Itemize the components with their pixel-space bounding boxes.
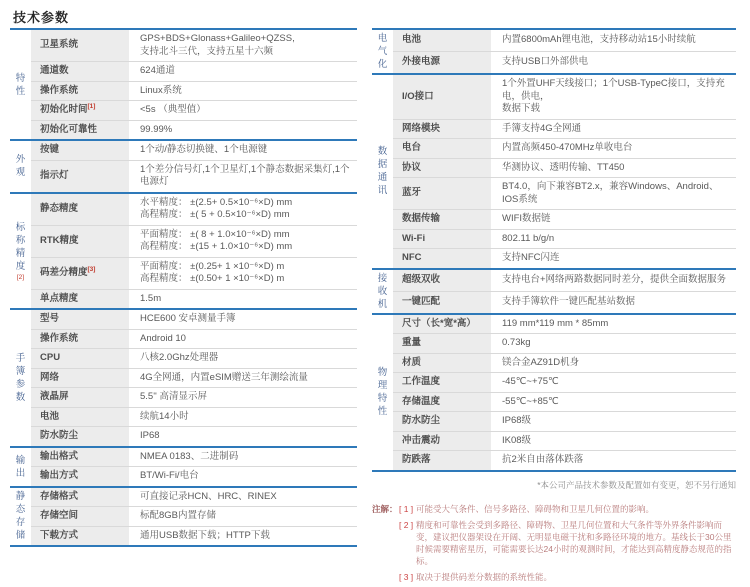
row-value [129,388,357,408]
category-footnote-marker: [2] [16,273,25,281]
row-value [129,368,357,388]
spec-row [10,29,357,62]
spec-section [10,447,357,487]
row-value [129,62,357,82]
spec-row [372,334,736,354]
row-label: 卫星系统 [31,29,129,62]
row-value [129,309,357,329]
row-value [491,412,736,432]
row-value [491,269,736,292]
value-line: -45℃~+75℃ [502,376,559,387]
value-line: 支持手簿软件一键匹配基站数据 [502,295,636,307]
category-label: 接收机 [377,272,388,310]
category-cell [10,140,31,193]
row-value [129,507,357,527]
value-line: 支持NFC闪连 [502,252,560,263]
row-label: 操作系统 [31,329,129,349]
value-line: 高程精度： ±(0.50+ 1 ×10⁻⁶×D) m [140,273,285,284]
row-value [491,119,736,139]
row-value [129,407,357,427]
row-value [491,210,736,230]
category-cell [372,314,393,471]
row-label: 通道数 [31,62,129,82]
row-label: RTK精度 [31,225,129,257]
row-label: 初始化时间[1] [31,101,129,121]
spec-table [372,28,736,472]
value-line: 支持USB口外部供电 [502,56,589,68]
category-cell [10,447,31,487]
row-value [491,353,736,373]
footnote-marker: [ 1 ] [399,503,414,514]
spec-row [10,193,357,226]
value-line: 1个动/静态切换键、1个电源键 [140,144,268,155]
row-value [129,225,357,257]
value-line: 0.73kg [502,337,531,348]
spec-table-right [372,28,736,472]
row-value [129,101,357,121]
category-cell [10,487,31,547]
category-cell [372,269,393,314]
row-label: CPU [31,349,129,369]
spec-row [10,160,357,193]
spec-section [10,29,357,140]
value-line: 华测协议、透明传输、TT450 [502,161,625,173]
row-value [491,291,736,314]
category-cell [10,29,31,140]
spec-row [10,257,357,289]
footnote-marker: [ 3 ] [399,571,414,582]
spec-row [10,289,357,309]
category-cell [372,29,393,74]
value-line: BT/Wi-Fi/电台 [140,470,199,481]
row-label: 电台 [393,139,491,159]
row-value [129,160,357,193]
category-cell [10,193,31,310]
value-line: 支持北斗三代，支持五星十六频 [140,45,274,57]
spec-row [372,249,736,269]
row-value [491,392,736,412]
row-label: 存储温度 [393,392,491,412]
spec-section [372,314,736,471]
spec-table [10,28,357,547]
label-footnote-marker: [3] [87,265,96,273]
spec-row [372,52,736,75]
spec-column-right [372,28,736,587]
row-value [129,120,357,140]
spec-row [10,447,357,467]
row-label: Wi-Fi [393,229,491,249]
row-label: 静态精度 [31,193,129,226]
footnotes-label [372,571,399,583]
footnotes-label: 注解： [372,503,398,514]
category-label: 外观 [15,154,26,179]
row-label: 尺寸（长*宽*高） [393,314,491,334]
value-line: 624通道 [140,65,175,76]
row-label: 电池 [393,29,491,52]
row-value [491,249,736,269]
spec-section [10,193,357,310]
spec-section [10,140,357,193]
value-line: 平面精度： ±( 8 + 1.0×10⁻⁶×D) mm [140,228,290,240]
value-line: 1个差分信号灯,1个卫星灯,1个静态数据采集灯,1个电源灯 [140,163,350,187]
spec-row [10,507,357,527]
value-line: IK08级 [502,434,532,446]
row-value [491,139,736,159]
spec-row [10,140,357,160]
row-label: 网络模块 [393,119,491,139]
row-value [491,158,736,178]
spec-row [10,427,357,447]
row-label: 外接电源 [393,52,491,75]
value-line: 802.11 b/g/n [502,232,555,244]
spec-row [10,349,357,369]
row-label: 蓝牙 [393,178,491,210]
row-label: 操作系统 [31,81,129,101]
value-line: 支持电台+网络两路数据同时差分，提供全面数据服务 [502,273,727,285]
row-label: 输出格式 [31,447,129,467]
spec-row [10,329,357,349]
spec-row [10,225,357,257]
row-value [491,52,736,75]
value-line: 八核2.0Ghz处理器 [140,352,219,363]
value-line: 高程精度： ±( 5 + 0.5×10⁻⁶×D) mm [140,209,290,220]
row-label: 重量 [393,334,491,354]
category-cell [10,309,31,447]
footnote-text: 取决于提供码差分数据的系统性能。 [416,571,553,582]
row-value [129,289,357,309]
row-value [491,431,736,451]
row-value [129,29,357,62]
spec-row [10,526,357,546]
row-value [129,447,357,467]
spec-row [372,210,736,230]
spec-row [10,81,357,101]
row-value [491,229,736,249]
category-cell [372,74,393,269]
spec-row [372,353,736,373]
spec-row [10,101,357,121]
spec-row [372,178,736,210]
value-line: 高程精度： ±(15 + 1.0×10⁻⁶×D) mm [140,241,293,252]
value-line: 119 mm*119 mm * 85mm [502,317,609,329]
value-line: WIFI数据链 [502,213,551,224]
category-label: 电气化 [377,33,388,70]
row-value [129,257,357,289]
footnote-item [372,503,736,515]
row-label: NFC [393,249,491,269]
row-label: 按键 [31,140,129,160]
category-label: 特性 [15,72,26,97]
value-line: 镁合金AZ91D机身 [502,356,580,368]
value-line: 内置6800mAh锂电池，支持移动站15小时续航 [502,34,696,46]
spec-row [10,467,357,487]
spec-row [372,229,736,249]
value-line: 平面精度： ±(0.25+ 1 ×10⁻⁶×D) m [140,260,285,272]
spec-row [10,309,357,329]
spec-row [10,407,357,427]
footnotes-label [372,519,399,567]
value-line: Android 10 [140,332,186,344]
row-label: 初始化可靠性 [31,120,129,140]
category-label: 数据通讯 [377,146,388,197]
footnote-text: 精度和可靠性会受到多路径、障碍物、卫星几何位置和大气条件等外界条件影响而变，建议把仪器架设在开阔、无明显电磁干扰和多路径环境的地方。基线长于30公里时候需要精密星历，可能需要长达24小时的观测时间，才能达到高精度静态规范的指标。 [416,519,732,566]
row-value [129,467,357,487]
row-label: I/O接口 [393,74,491,119]
row-label: 网络 [31,368,129,388]
spec-section [372,29,736,74]
value-line: HCE600 安卓测量手簿 [140,313,236,324]
footnote-text: 可能受大气条件、信号多路径、障碍物和卫星几何位置的影响。 [416,503,655,514]
value-line: 99.99% [140,123,173,135]
value-line: 抗2米自由落体跌落 [502,454,584,465]
spec-row [372,412,736,432]
value-line: IP68 [140,430,160,441]
spec-row [10,388,357,408]
row-value [129,526,357,546]
row-value [491,178,736,210]
row-label: 冲击震动 [393,431,491,451]
footnote-item [372,571,736,583]
row-value [491,451,736,471]
spec-row [372,74,736,119]
spec-column-left [10,28,357,547]
spec-row [10,368,357,388]
value-line: 1个外置UHF天线接口；1个USB-TypeC接口，支持充电，供电， [502,78,725,102]
value-line: GPS+BDS+Glonass+Galileo+QZSS, [140,33,295,44]
spec-section [10,309,357,447]
row-label: 单点精度 [31,289,129,309]
row-label: 协议 [393,158,491,178]
value-line: 续航14小时 [140,410,189,422]
spec-row [372,451,736,471]
row-value [129,427,357,447]
spec-section [372,74,736,269]
value-line: NMEA 0183、二进制码 [140,450,239,462]
spec-row [372,119,736,139]
value-line: 水平精度： ±(2.5+ 0.5×10⁻⁶×D) mm [140,196,293,208]
row-label: 存储空间 [31,507,129,527]
footnote-marker: [ 2 ] [399,519,414,530]
row-label: 指示灯 [31,160,129,193]
value-line: 手簿支持4G全网通 [502,122,582,134]
row-value [491,373,736,393]
row-value [129,140,357,160]
spec-row [372,431,736,451]
value-line: 5.5'' 高清显示屏 [140,391,207,402]
spec-row [372,314,736,334]
row-label: 型号 [31,309,129,329]
row-label: 防跌落 [393,451,491,471]
spec-row [10,487,357,507]
spec-row [372,29,736,52]
row-label: 下载方式 [31,526,129,546]
row-value [491,29,736,52]
value-line: 可直接记录HCN、HRC、RINEX [140,490,277,502]
row-label: 存储格式 [31,487,129,507]
row-label: 液晶屏 [31,388,129,408]
footnote-item [372,519,736,567]
row-value [129,193,357,226]
spec-section [372,269,736,314]
spec-row [372,392,736,412]
value-line: 内置高频450-470MHz单收电台 [502,142,633,153]
spec-row [372,269,736,292]
spec-row [372,158,736,178]
category-label: 静态存储 [15,491,26,542]
value-line: BT4.0，向下兼容BT2.x，兼容Windows、Android、IOS系统 [502,181,719,205]
row-label: 超级双收 [393,269,491,292]
spec-row [372,373,736,393]
value-line: IP68级 [502,415,532,426]
value-line: 1.5m [140,292,162,304]
value-line: 标配8GB内置存储 [140,510,217,521]
category-label: 物理特性 [377,367,388,417]
row-label: 码差分精度[3] [31,257,129,289]
row-value [491,74,736,119]
category-label: 标称精度 [15,221,26,272]
spec-row [10,120,357,140]
footnotes-block [372,503,736,583]
row-label: 数据传输 [393,210,491,230]
spec-section [10,487,357,547]
row-value [129,329,357,349]
row-label: 输出方式 [31,467,129,487]
value-line: 4G全网通，内置eSIM赠送三年测绘流量 [140,371,308,383]
spec-row [10,62,357,82]
row-label: 工作温度 [393,373,491,393]
row-label: 防水防尘 [31,427,129,447]
row-value [129,349,357,369]
category-label: 输出 [15,454,26,479]
row-value [491,314,736,334]
value-line: -55℃~+85℃ [502,395,559,407]
change-disclaimer: *本公司产品技术参数及配置如有变更，恕不另行通知 [537,479,736,490]
row-value [129,487,357,507]
value-line: Linux系统 [140,84,182,96]
row-value [129,81,357,101]
row-value [491,334,736,354]
row-label: 电池 [31,407,129,427]
value-line: <5s （典型值） [140,104,206,115]
value-line: 数据下载 [502,103,541,114]
row-label: 防水防尘 [393,412,491,432]
spec-row [372,291,736,314]
category-label: 手簿参数 [15,352,26,403]
spec-row [372,139,736,159]
page-title: 技术参数 [13,10,70,25]
spec-table-left [10,28,357,547]
label-footnote-marker: [1] [87,102,96,110]
value-line: 通用USB数据下载；HTTP下载 [140,529,270,541]
row-label: 材质 [393,353,491,373]
row-label: 一键匹配 [393,291,491,314]
